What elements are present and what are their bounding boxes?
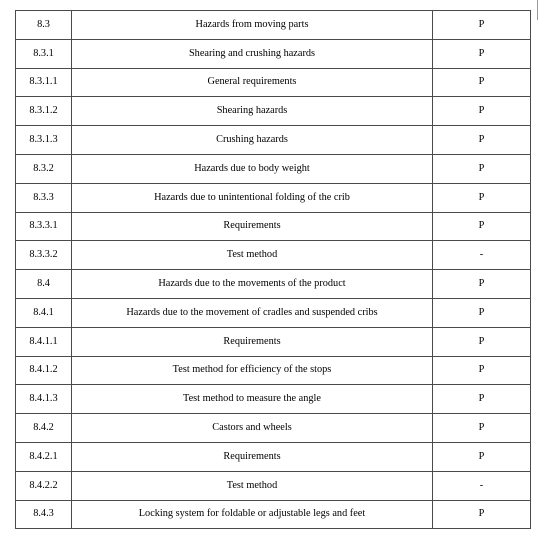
verdict-cell: P (433, 442, 531, 471)
clause-title: Requirements (72, 212, 433, 241)
page-edge-divider (537, 0, 538, 20)
clause-title: Crushing hazards (72, 126, 433, 155)
clause-number: 8.4.1.2 (16, 356, 72, 385)
verdict-cell: P (433, 68, 531, 97)
clause-title: Hazards due to the movement of cradles and suspended cribs (72, 298, 433, 327)
verdict-cell: P (433, 183, 531, 212)
verdict-cell: P (433, 270, 531, 299)
table-row (16, 385, 531, 414)
table-row (16, 471, 531, 500)
clause-title: Test method for efficiency of the stops (72, 356, 433, 385)
verdict-cell: - (433, 471, 531, 500)
clause-number: 8.3.1.1 (16, 68, 72, 97)
verdict-cell: P (433, 327, 531, 356)
clause-title: Test method (72, 471, 433, 500)
clause-title: Hazards from moving parts (72, 11, 433, 40)
verdict-cell: P (433, 126, 531, 155)
table-row (16, 298, 531, 327)
clause-number: 8.4 (16, 270, 72, 299)
verdict-cell: P (433, 97, 531, 126)
clause-title: Test method (72, 241, 433, 270)
clause-number: 8.3.1.2 (16, 97, 72, 126)
table-row (16, 126, 531, 155)
verdict-cell: - (433, 241, 531, 270)
clause-title: General requirements (72, 68, 433, 97)
clause-number: 8.4.1 (16, 298, 72, 327)
clause-table (15, 10, 531, 529)
table-row (16, 327, 531, 356)
clause-number: 8.3.3.2 (16, 241, 72, 270)
clause-title: Hazards due to unintentional folding of the crib (72, 183, 433, 212)
clause-title: Hazards due to body weight (72, 154, 433, 183)
clause-number: 8.4.2.1 (16, 442, 72, 471)
clause-number: 8.3 (16, 11, 72, 40)
table-row (16, 356, 531, 385)
table-row (16, 68, 531, 97)
clause-title: Castors and wheels (72, 414, 433, 443)
clause-number: 8.4.1.3 (16, 385, 72, 414)
verdict-cell: P (433, 298, 531, 327)
table-row (16, 154, 531, 183)
table-row (16, 11, 531, 40)
clause-number: 8.3.3.1 (16, 212, 72, 241)
table-row (16, 183, 531, 212)
table-row (16, 442, 531, 471)
clause-number: 8.3.1.3 (16, 126, 72, 155)
clause-title: Shearing and crushing hazards (72, 39, 433, 68)
clause-title: Hazards due to the movements of the product (72, 270, 433, 299)
clause-title: Locking system for foldable or adjustable legs and feet (72, 500, 433, 529)
verdict-cell: P (433, 500, 531, 529)
table-row (16, 270, 531, 299)
clause-table-body (16, 11, 531, 529)
verdict-cell: P (433, 11, 531, 40)
clause-number: 8.3.1 (16, 39, 72, 68)
verdict-cell: P (433, 154, 531, 183)
verdict-cell: P (433, 356, 531, 385)
clause-number: 8.3.3 (16, 183, 72, 212)
clause-number: 8.4.2.2 (16, 471, 72, 500)
clause-number: 8.4.2 (16, 414, 72, 443)
verdict-cell: P (433, 39, 531, 68)
table-row (16, 97, 531, 126)
clause-title: Shearing hazards (72, 97, 433, 126)
clause-title: Requirements (72, 442, 433, 471)
verdict-cell: P (433, 414, 531, 443)
verdict-cell: P (433, 385, 531, 414)
table-row (16, 241, 531, 270)
table-row (16, 414, 531, 443)
clause-number: 8.4.1.1 (16, 327, 72, 356)
clause-title: Test method to measure the angle (72, 385, 433, 414)
table-row (16, 500, 531, 529)
clause-number: 8.3.2 (16, 154, 72, 183)
clause-title: Requirements (72, 327, 433, 356)
clause-number: 8.4.3 (16, 500, 72, 529)
table-row (16, 212, 531, 241)
table-row (16, 39, 531, 68)
verdict-cell: P (433, 212, 531, 241)
